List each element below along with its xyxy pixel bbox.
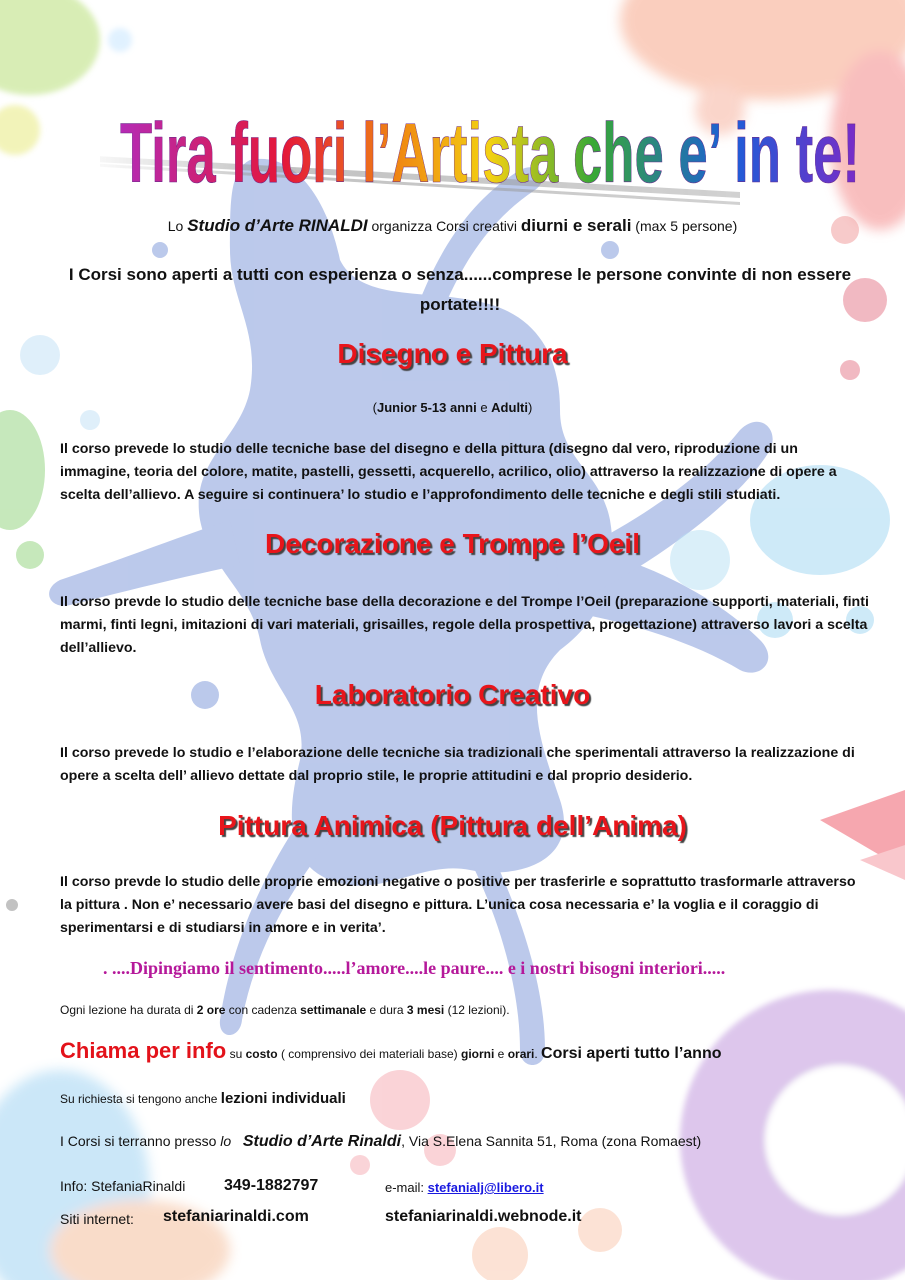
duration-t4: (12 lezioni).	[444, 1003, 510, 1017]
location-lo: lo	[220, 1133, 232, 1149]
info-giorni: giorni	[461, 1047, 495, 1061]
location-pre: I Corsi si terranno presso	[60, 1133, 221, 1149]
individual-bold: lezioni individuali	[220, 1090, 346, 1107]
course-text-disegno: Il corso prevede lo studio delle tecniche base del disegno e della pittura (disegno dal vero, riproduzione di un immagine, teoria del colore, matite, pastelli, gessetti, acquerello, acrilico, olio) attraverso la realizzazione di opere a scelta dell’allievo. A seguire si continuera’ lo studio e l’approfondimento delle tecniche e degli stili studiati.	[60, 441, 837, 503]
duration-ore: 2 ore	[196, 1003, 226, 1017]
email-label: e-mail:	[385, 1180, 428, 1195]
intro-mid: organizza Corsi creativi	[367, 218, 521, 234]
duration-settimanale: settimanale	[300, 1003, 367, 1017]
intro-post: (max 5 persone)	[631, 218, 738, 234]
info-costo: costo	[245, 1047, 278, 1061]
websites-label: Siti internet:	[60, 1211, 134, 1227]
location-post: , Via S.Elena Sannita 51, Roma (zona Romaest)	[401, 1133, 702, 1149]
course-age-range	[0, 400, 905, 415]
duration-t2: con cadenza	[225, 1003, 301, 1017]
age-open: (	[372, 400, 377, 415]
studio-name: Studio d’Arte RINALDI	[187, 216, 368, 235]
course-heading-decorazione: Decorazione e Trompe l’Oeil	[264, 528, 640, 559]
course-heading-animica: Pittura Animica (Pittura dell’Anima)	[218, 810, 687, 841]
location-studio: Studio d’Arte Rinaldi	[242, 1133, 402, 1150]
info-comp: ( comprensivo dei materiali base)	[277, 1047, 462, 1061]
email-link[interactable]: stefanialj@libero.it	[427, 1180, 544, 1195]
duration-t1: Ogni lezione ha durata di	[60, 1003, 197, 1017]
info-dot: .	[534, 1047, 542, 1061]
quote-line: . ....Dipingiamo il sentimento.....l’amore....le paure.... e i nostri bisogni interiori.....	[103, 958, 726, 978]
intro-bold: diurni e serali	[520, 216, 632, 235]
intro-pre: Lo	[167, 218, 188, 234]
individual-pre: Su richiesta si tengono anche	[60, 1092, 221, 1106]
course-text-animica: Il corso prevde lo studio delle proprie emozioni negative o positive per trasferirle e soprattutto trasformarle attraverso la pittura . Non e’ necessario avere basi del disegno e pittura. L’unica cosa necessaria e’ la voglia e il coraggio di sperimentarsi e di studiarsi in amore e in verita’.	[60, 874, 856, 936]
age-junior: Junior 5-13 anni	[377, 400, 477, 415]
corsi-aperti: Corsi aperti tutto l’anno	[541, 1045, 722, 1062]
course-heading-disegno: Disegno e Pittura	[337, 338, 568, 369]
duration-mesi: 3 mesi	[406, 1003, 445, 1017]
info-call-line	[60, 1038, 890, 1064]
course-text-laboratorio: Il corso prevede lo studio e l’elaborazione delle tecniche sia tradizionali che sperimentali attraverso la realizzazione di opere a scelta dell’ allievo dettate dal proprio stile, le proprie attitudini e dal proprio desiderio.	[60, 745, 855, 784]
age-adulti: Adulti	[491, 400, 528, 415]
info-su: su	[226, 1047, 246, 1061]
duration-t3: e dura	[366, 1003, 407, 1017]
info-e: e	[494, 1047, 508, 1061]
course-heading-laboratorio: Laboratorio Creativo	[314, 679, 591, 710]
info-orari: orari	[507, 1047, 535, 1061]
contact-info-label: Info: StefaniaRinaldi	[60, 1178, 186, 1194]
website-1[interactable]: stefaniarinaldi.com	[163, 1208, 309, 1225]
flyer-title	[100, 62, 880, 212]
location-line	[60, 1133, 701, 1151]
course-text-decorazione: Il corso prevde lo studio delle tecniche base della decorazione e del Trompe l’Oeil (preparazione supporti, materiali, finti marmi, finti legni, imitazioni di vari materiali, grisailles, regole della prospettiva, progettazione) attraverso lavori a scelta dell’allievo.	[60, 594, 869, 656]
intro-line	[0, 216, 905, 236]
intro-open-text: I Corsi sono aperti a tutti con esperienza o senza......comprese le persone convinte di non essere portate!!!!	[68, 265, 852, 314]
chiama-per-info: Chiama per info	[60, 1038, 227, 1063]
contact-phone: 349-1882797	[224, 1177, 319, 1194]
contact-email-line	[385, 1180, 544, 1195]
age-close: )	[528, 400, 533, 415]
duration-line	[60, 1003, 510, 1017]
age-e: e	[476, 400, 492, 415]
website-2[interactable]: stefaniarinaldi.webnode.it	[385, 1208, 582, 1225]
title-text: Tira fuori l’Artista che e’ in te!	[120, 106, 860, 200]
individual-lessons-line	[60, 1090, 346, 1107]
